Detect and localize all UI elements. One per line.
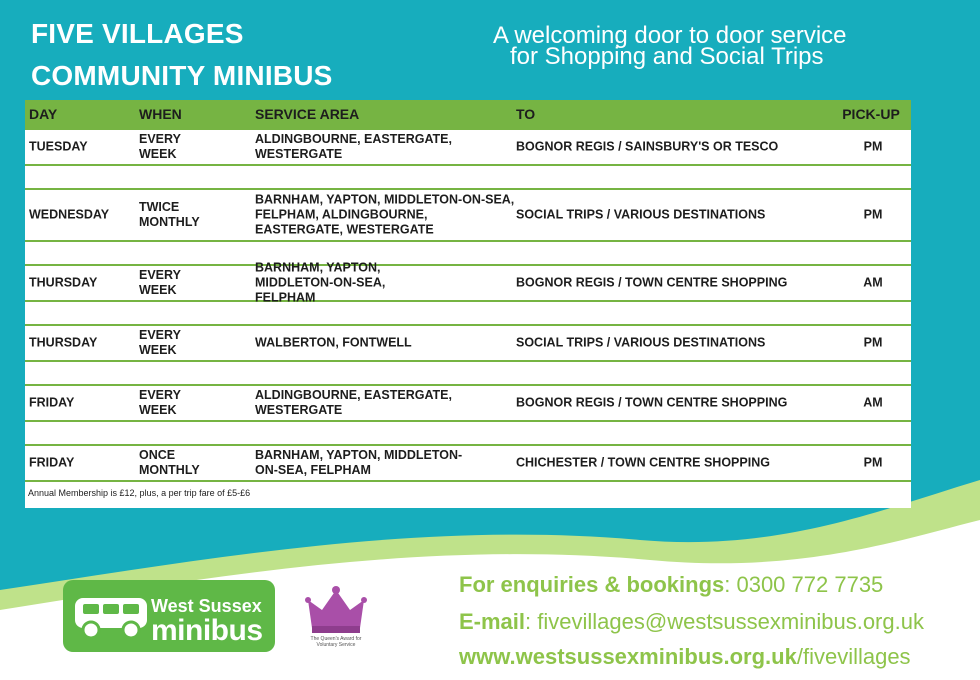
website-path: /fivevillages [796, 644, 911, 669]
schedule-table [25, 100, 911, 508]
logo-text-west-sussex: West Sussex [151, 596, 262, 616]
title-line-1: FIVE VILLAGES [31, 18, 244, 49]
table-spacer [25, 420, 911, 444]
schedule-header-row [25, 100, 911, 128]
row-to: BOGNOR REGIS / SAINSBURY'S OR TESCO [516, 139, 779, 154]
row-day: TUESDAY [29, 139, 88, 154]
row-service-area: BARNHAM, YAPTON, MIDDLETON-ON-SEA, FELPHAM [255, 448, 463, 477]
enquiries-phone: : 0300 772 7735 [724, 572, 884, 597]
table-spacer [25, 164, 911, 188]
website-line[interactable] [459, 644, 911, 670]
row-service-area: ALDINGBOURNE, EASTERGATE, WESTERGATE [255, 388, 452, 417]
table-row [25, 324, 911, 360]
row-day: FRIDAY [29, 395, 75, 410]
header-pickup: PICK-UP [842, 106, 900, 122]
table-row [25, 260, 911, 305]
crown-icon [302, 584, 370, 636]
header-when: WHEN [139, 106, 182, 122]
row-when: EVERY WEEK [139, 328, 181, 357]
tagline-line-1: A welcoming door to door service [493, 22, 847, 49]
tagline-line-2: for Shopping and Social Trips [510, 43, 824, 70]
row-service-area: WALBERTON, FONTWELL [255, 335, 412, 350]
row-when: TWICE MONTHLY [139, 200, 200, 229]
website-domain: www.westsussexminibus.org.uk [459, 644, 797, 669]
row-service-area: ALDINGBOURNE, EASTERGATE, WESTERGATE [255, 132, 452, 161]
enquiries-label: For enquiries & bookings [459, 572, 725, 597]
queens-award-emblem [302, 584, 370, 656]
membership-note: Annual Membership is £12, plus, a per trip fare of £5-£6 [25, 480, 911, 508]
row-pickup: AM [863, 395, 883, 410]
row-to: SOCIAL TRIPS / VARIOUS DESTINATIONS [516, 207, 766, 222]
row-day: THURSDAY [29, 275, 98, 290]
row-service-area: BARNHAM, YAPTON, MIDDLETON-ON-SEA, FELPHAM, ALDINGBOURNE, EASTERGATE, WESTERGATE [255, 192, 515, 237]
west-sussex-minibus-logo [63, 580, 275, 652]
row-to: CHICHESTER / TOWN CENTRE SHOPPING [516, 455, 770, 470]
row-to: BOGNOR REGIS / TOWN CENTRE SHOPPING [516, 275, 788, 290]
row-pickup: PM [863, 335, 883, 350]
header-day: DAY [29, 106, 58, 122]
table-row [25, 444, 911, 480]
table-spacer [25, 240, 911, 264]
row-when: EVERY WEEK [139, 132, 181, 161]
row-day: THURSDAY [29, 335, 98, 350]
table-row [25, 128, 911, 164]
email-address[interactable]: : fivevillages@westsussexminibus.org.uk [525, 609, 924, 634]
table-row [25, 384, 911, 420]
row-when: EVERY WEEK [139, 388, 181, 417]
row-to: BOGNOR REGIS / TOWN CENTRE SHOPPING [516, 395, 788, 410]
email-label: E-mail [459, 609, 526, 634]
award-caption: The Queen's Award for Voluntary Service [310, 636, 362, 648]
row-pickup: PM [863, 455, 883, 470]
table-spacer [25, 300, 911, 324]
row-pickup: PM [863, 139, 883, 154]
row-day: FRIDAY [29, 455, 75, 470]
row-day: WEDNESDAY [29, 207, 110, 222]
row-pickup: AM [863, 275, 883, 290]
row-to: SOCIAL TRIPS / VARIOUS DESTINATIONS [516, 335, 766, 350]
table-spacer [25, 360, 911, 384]
row-when: EVERY WEEK [139, 268, 181, 297]
row-service-area: BARNHAM, YAPTON, MIDDLETON-ON-SEA, FELPHAM [255, 260, 386, 305]
title-line-2: COMMUNITY MINIBUS [31, 60, 333, 91]
header-service-area: SERVICE AREA [255, 106, 360, 122]
email-line [459, 609, 924, 635]
row-pickup: PM [863, 207, 883, 222]
header-to: TO [516, 106, 536, 122]
row-when: ONCE MONTHLY [139, 448, 200, 477]
logo-text-minibus: minibus [151, 614, 263, 647]
table-row [25, 188, 911, 240]
enquiries-line [459, 572, 883, 598]
minibus-icon [73, 594, 153, 640]
